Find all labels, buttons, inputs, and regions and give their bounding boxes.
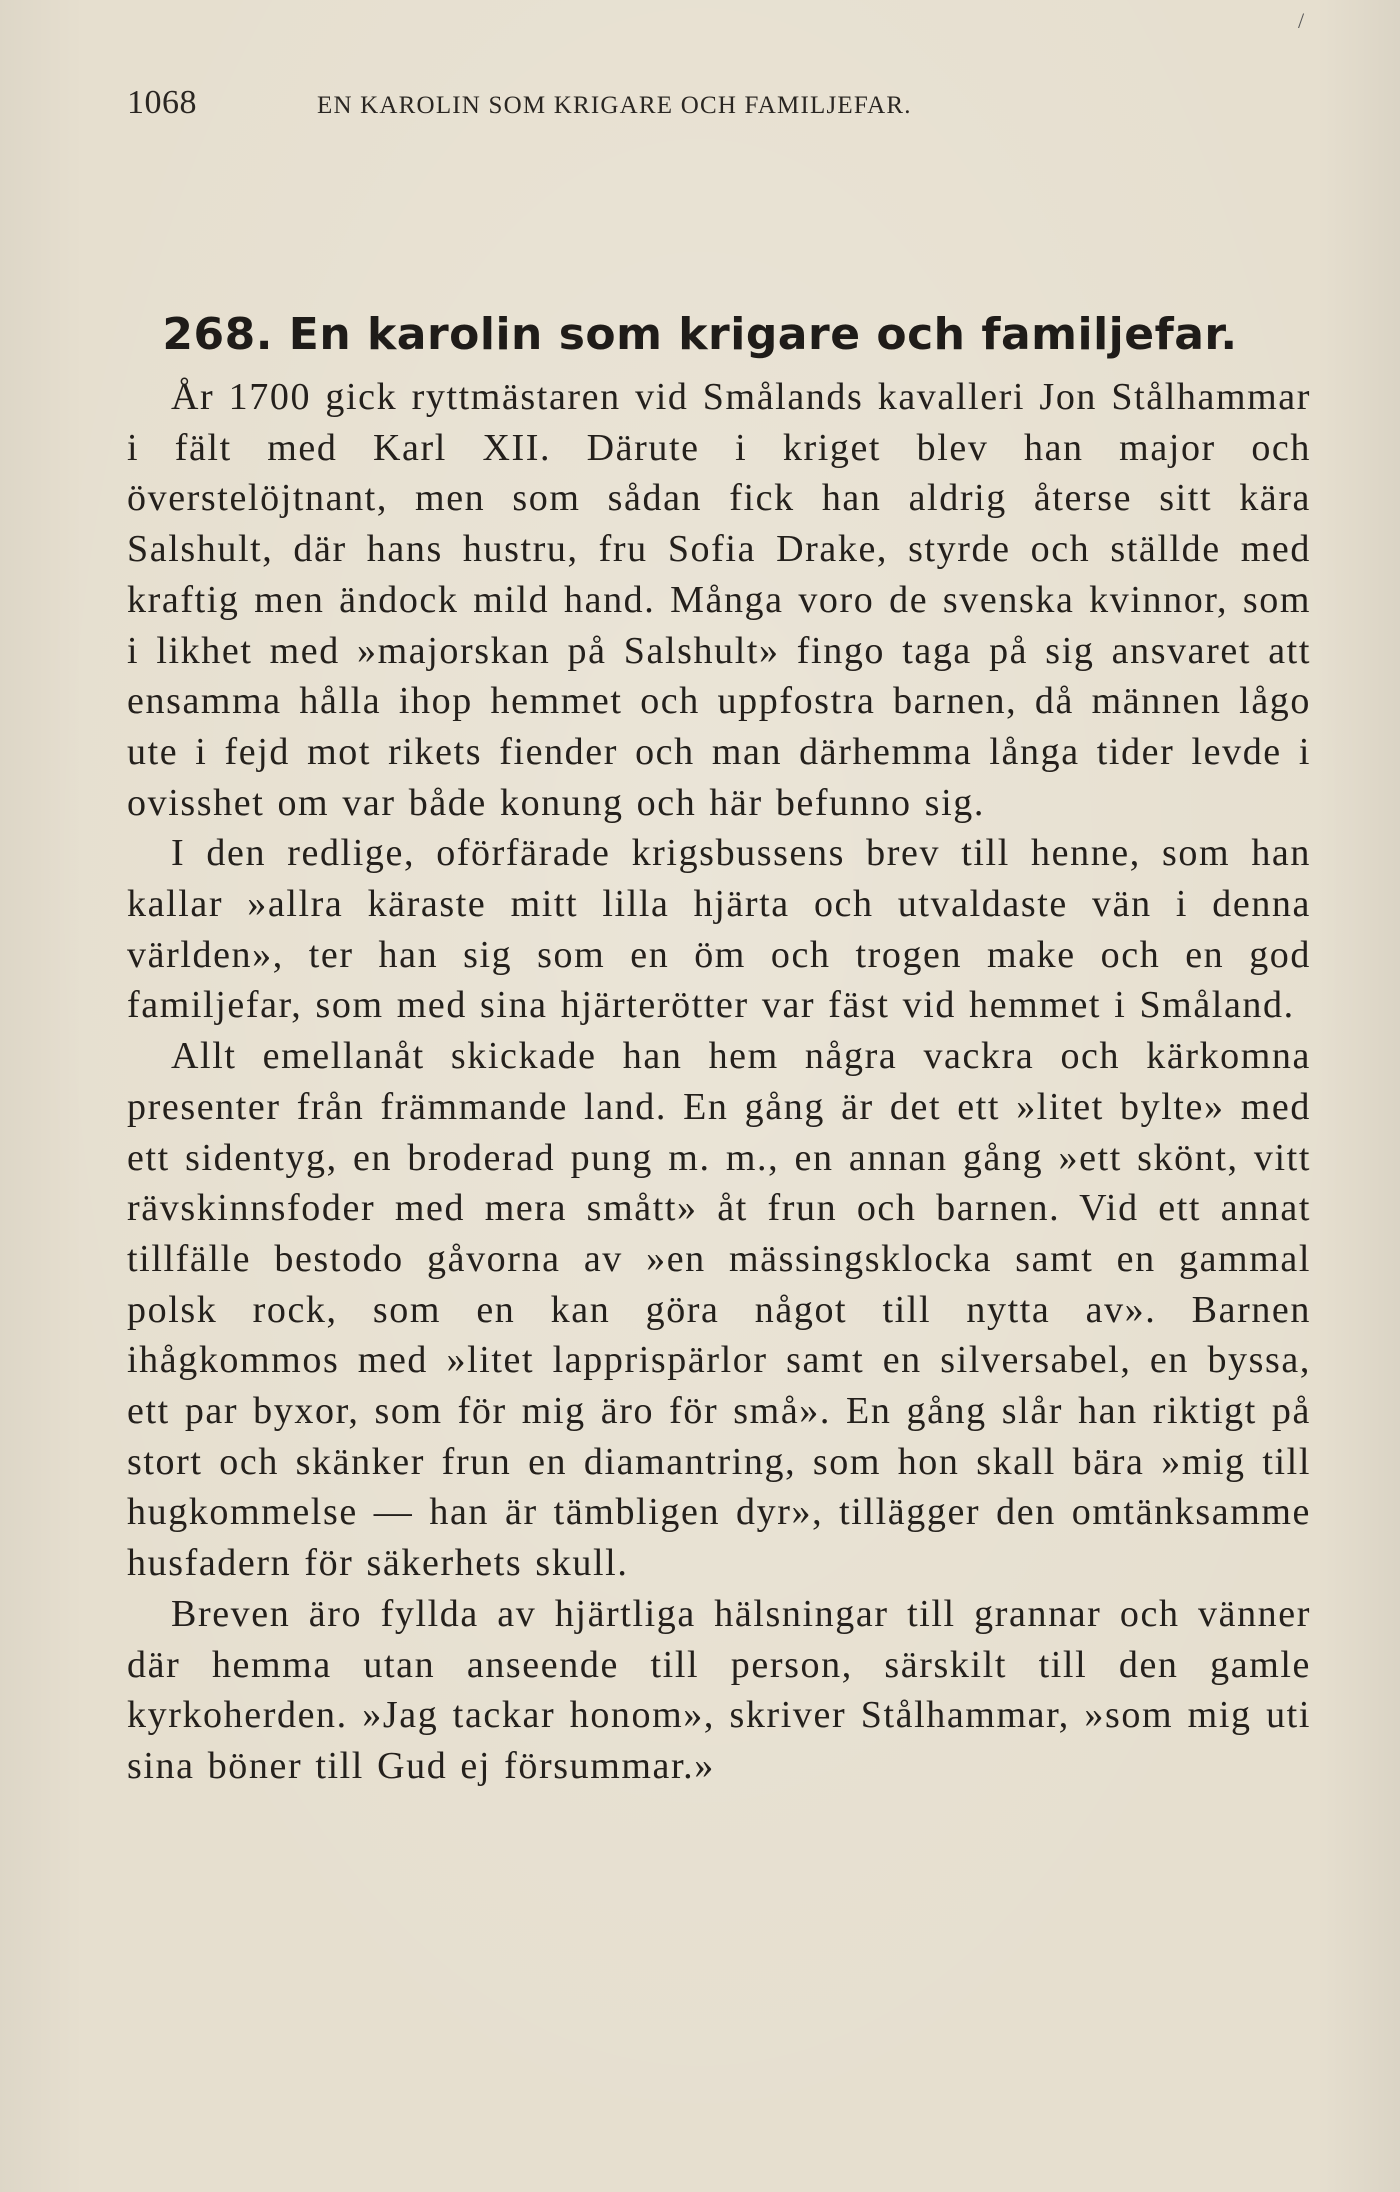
body-text <box>127 372 1311 1792</box>
paragraph: År 1700 gick ryttmästaren vid Smålands kavalleri Jon Stålhammar i fält med Karl XII. Därute i kriget blev han major och överstelöjtnant, men som sådan fick han aldrig återse sitt kära Salshult, där hans hustru, fru Sofia Drake, styrde och ställde med kraftig men ändock mild hand. Många voro de svenska kvinnor, som i likhet med »majorskan på Salshult» fingo taga på sig ansvaret att ensamma hålla ihop hemmet och uppfostra barnen, då männen lågo ute i fejd mot rikets fiender och man därhemma långa tider levde i ovisshet om var både konung och här befunno sig. <box>127 376 1311 824</box>
paragraph: Allt emellanåt skickade han hem några vackra och kärkomna presenter från främmande land. En gång är det ett »litet bylte» med ett sidentyg, en broderad pung m. m., en annan gång »ett skönt, vitt rävskinnsfoder med mera smått» åt frun och barnen. Vid ett annat tillfälle bestodo gåvorna av »en mässingsklocka samt en gammal polsk rock, som en kan göra något till nytta av». Barnen ihågkommos med »litet lapprispärlor samt en silversabel, en byssa, ett par byxor, som för mig äro för små». En gång slår han riktigt på stort och skänker frun en diamantring, som hon skall bära »mig till hugkommelse — han är tämbligen dyr», tillägger den omtänksamme husfadern för säkerhets skull. <box>127 1035 1311 1585</box>
margin-mark: / <box>1298 8 1305 33</box>
running-head <box>127 84 1227 124</box>
paragraph: Breven äro fyllda av hjärtliga hälsningar till grannar och vänner där hemma utan anseende till person, särskilt till den gamle kyrkoherden. »Jag tackar honom», skriver Stålhammar, »som mig uti sina böner till Gud ej försummar.» <box>127 1592 1311 1787</box>
running-title: EN KAROLIN SOM KRIGARE OCH FAMILJEFAR. <box>317 92 912 119</box>
chapter-heading: 268. En karolin som krigare och familjefar. <box>162 308 1238 360</box>
page-number: 1068 <box>127 84 197 121</box>
paragraph: I den redlige, oförfärade krigsbussens brev till henne, som han kallar »allra käraste mitt lilla hjärta och utvaldaste vän i denna världen», ter han sig som en öm och trogen make och en god familjefar, som med sina hjärterötter var fäst vid hemmet i Småland. <box>127 832 1311 1027</box>
